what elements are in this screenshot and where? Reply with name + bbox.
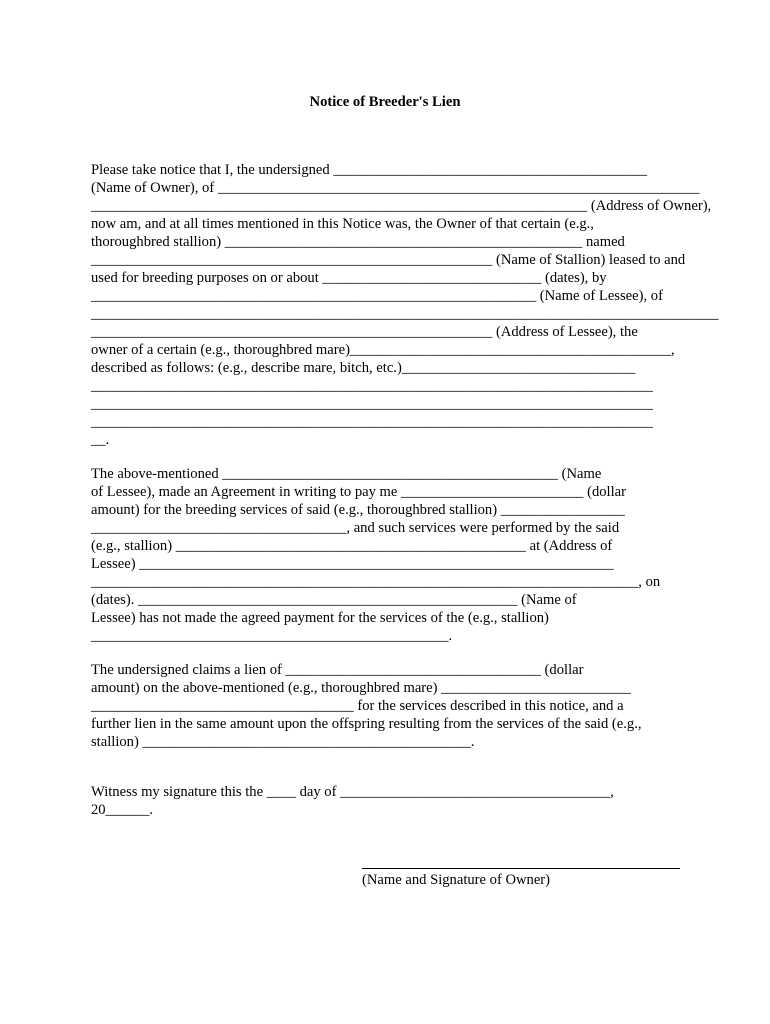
document-line: used for breeding purposes on or about ______________________________ (dates), by xyxy=(91,270,607,286)
document-line: described as follows: (e.g., describe mare, bitch, etc.)________________________________ xyxy=(91,360,636,376)
document-line: ______________________________________________________________________________________ xyxy=(91,306,719,322)
document-line: Lessee) has not made the agreed payment for the services of the (e.g., stallion) xyxy=(91,610,549,626)
document-line: ____________________________________ for the services described in this notice, and a xyxy=(91,698,624,714)
document-line: (dates). ____________________________________________________ (Name of xyxy=(91,592,577,608)
document-line: ___________________________________, and such services were performed by the said xyxy=(91,520,620,536)
document-line: _____________________________________________________________ (Name of Lessee), of xyxy=(91,288,663,304)
page-title: Notice of Breeder's Lien xyxy=(309,94,461,110)
document-line: The above-mentioned ______________________________________________ (Name xyxy=(91,466,602,482)
document-line: _______________________________________________________ (Address of Lessee), the xyxy=(91,324,638,340)
document-line: of Lessee), made an Agreement in writing to pay me _________________________ (dollar xyxy=(91,484,626,500)
document-line: amount) for the breeding services of said (e.g., thoroughbred stallion) _________________ xyxy=(91,502,625,518)
document-line: _____________________________________________________________________________ xyxy=(91,378,653,394)
document-line: __. xyxy=(91,432,110,448)
document-line: _____________________________________________________________________________ xyxy=(91,396,653,412)
document-line: Witness my signature this the ____ day of _____________________________________, xyxy=(91,784,614,800)
document-line: amount) on the above-mentioned (e.g., thoroughbred mare) __________________________ xyxy=(91,680,631,696)
document-line: _________________________________________________. xyxy=(91,628,453,644)
document-line: thoroughbred stallion) _________________________________________________ named xyxy=(91,234,625,250)
document-line: (e.g., stallion) ________________________________________________ at (Address of xyxy=(91,538,613,554)
document-line: now am, and at all times mentioned in this Notice was, the Owner of that certain (e.g., xyxy=(91,216,594,232)
document-line: The undersigned claims a lien of ___________________________________ (dollar xyxy=(91,662,584,678)
signature-caption: (Name and Signature of Owner) xyxy=(362,872,551,888)
document-line: Lessee) _________________________________________________________________ xyxy=(91,556,614,572)
document-line: _______________________________________________________ (Name of Stallion) leased to and xyxy=(91,252,686,268)
document-line: owner of a certain (e.g., thoroughbred mare)____________________________________________, xyxy=(91,342,675,358)
document-line: _____________________________________________________________________________ xyxy=(91,414,653,430)
signature-line xyxy=(362,868,680,869)
document-line: ____________________________________________________________________ (Address of Owner), xyxy=(91,198,712,214)
document-line: further lien in the same amount upon the offspring resulting from the services of the said (e.g., xyxy=(91,716,642,732)
document-line: Please take notice that I, the undersigned ___________________________________________ xyxy=(91,162,648,178)
document-line: 20______. xyxy=(91,802,154,818)
document-line: (Name of Owner), of __________________________________________________________________ xyxy=(91,180,700,196)
document-line: stallion) _____________________________________________. xyxy=(91,734,475,750)
document-line: ___________________________________________________________________________, on xyxy=(91,574,661,590)
